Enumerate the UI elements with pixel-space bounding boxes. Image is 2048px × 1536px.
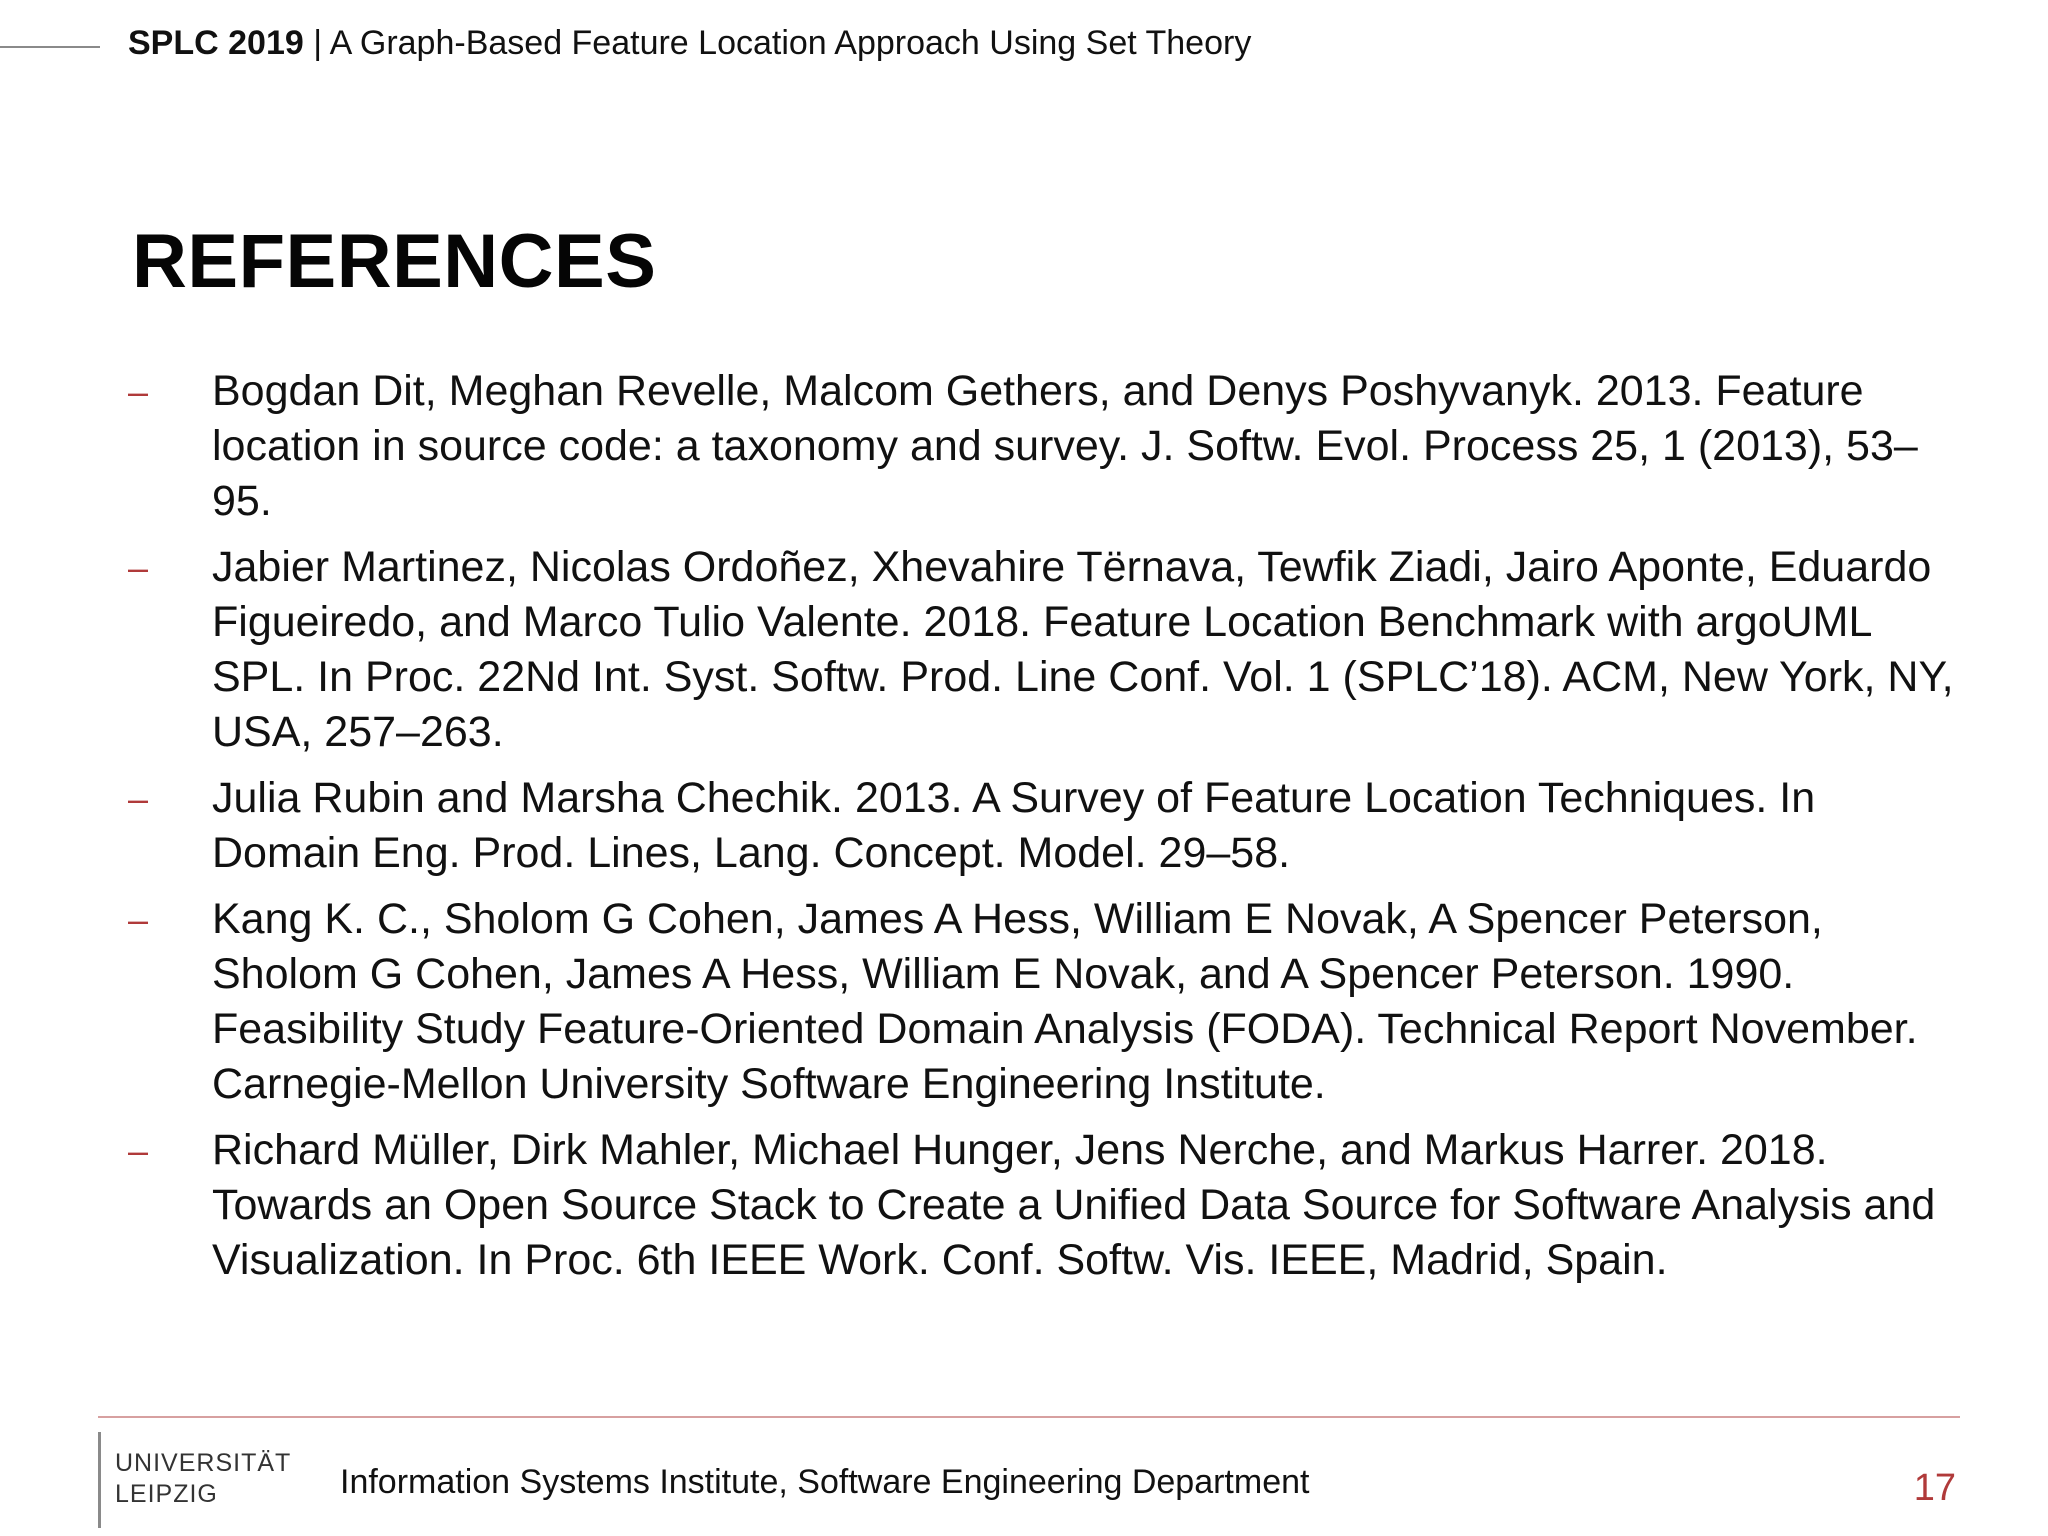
slide-header	[128, 22, 1251, 64]
dash-bullet-icon: –	[128, 899, 149, 940]
dash-bullet-icon: –	[128, 371, 149, 412]
reference-text: Kang K. C., Sholom G Cohen, James A Hess, William E Novak, A Spencer Peterson, Sholom G Cohen, James A Hess, William E Novak, and A Spencer Peterson. 1990. Feasibility Study Feature-Oriented Domain Analysis (FODA). Technical Report November. Carnegie-Mellon University Software Engineering Institute.	[212, 895, 1918, 1108]
talk-title: A Graph-Based Feature Location Approach Using Set Theory	[329, 24, 1252, 62]
reference-item	[128, 540, 1958, 760]
reference-list	[128, 364, 1958, 1299]
reference-text: Julia Rubin and Marsha Chechik. 2013. A Survey of Feature Location Techniques. In Domain Eng. Prod. Lines, Lang. Concept. Model. 29–58.	[212, 774, 1816, 877]
reference-text: Bogdan Dit, Meghan Revelle, Malcom Gethers, and Denys Poshyvanyk. 2013. Feature location in source code: a taxonomy and survey. J. Softw. Evol. Process 25, 1 (2013), 53–95.	[212, 367, 1918, 525]
header-separator: |	[303, 24, 330, 62]
logo-line-2: LEIPZIG	[115, 1480, 218, 1508]
footer-rule	[98, 1416, 1960, 1418]
conference-name: SPLC 2019	[128, 24, 304, 62]
reference-item	[128, 364, 1958, 529]
reference-item	[128, 771, 1958, 881]
reference-item	[128, 892, 1958, 1112]
university-logo	[98, 1432, 291, 1528]
reference-text: Richard Müller, Dirk Mahler, Michael Hunger, Jens Nerche, and Markus Harrer. 2018. Towards an Open Source Stack to Create a Unified Data Source for Software Analysis and Visualization. In Proc. 6th IEEE Work. Conf. Softw. Vis. IEEE, Madrid, Spain.	[212, 1126, 1936, 1284]
page-title: REFERENCES	[132, 219, 657, 304]
dash-bullet-icon: –	[128, 1130, 149, 1171]
dash-bullet-icon: –	[128, 547, 149, 588]
department-name: Information Systems Institute, Software Engineering Department	[340, 1463, 1310, 1501]
reference-item	[128, 1123, 1958, 1288]
header-rule	[0, 46, 100, 48]
logo-line-1: UNIVERSITÄT	[115, 1449, 292, 1477]
reference-text: Jabier Martinez, Nicolas Ordoñez, Xhevahire Tërnava, Tewfik Ziadi, Jairo Aponte, Eduardo Figueiredo, and Marco Tulio Valente. 2018. Feature Location Benchmark with argoUML SPL. In Proc. 22Nd Int. Syst. Softw. Prod. Line Conf. Vol. 1 (SPLC’18). ACM, New York, NY, USA, 257–263.	[212, 543, 1954, 756]
page-number: 17	[1913, 1467, 1956, 1509]
dash-bullet-icon: –	[128, 778, 149, 819]
